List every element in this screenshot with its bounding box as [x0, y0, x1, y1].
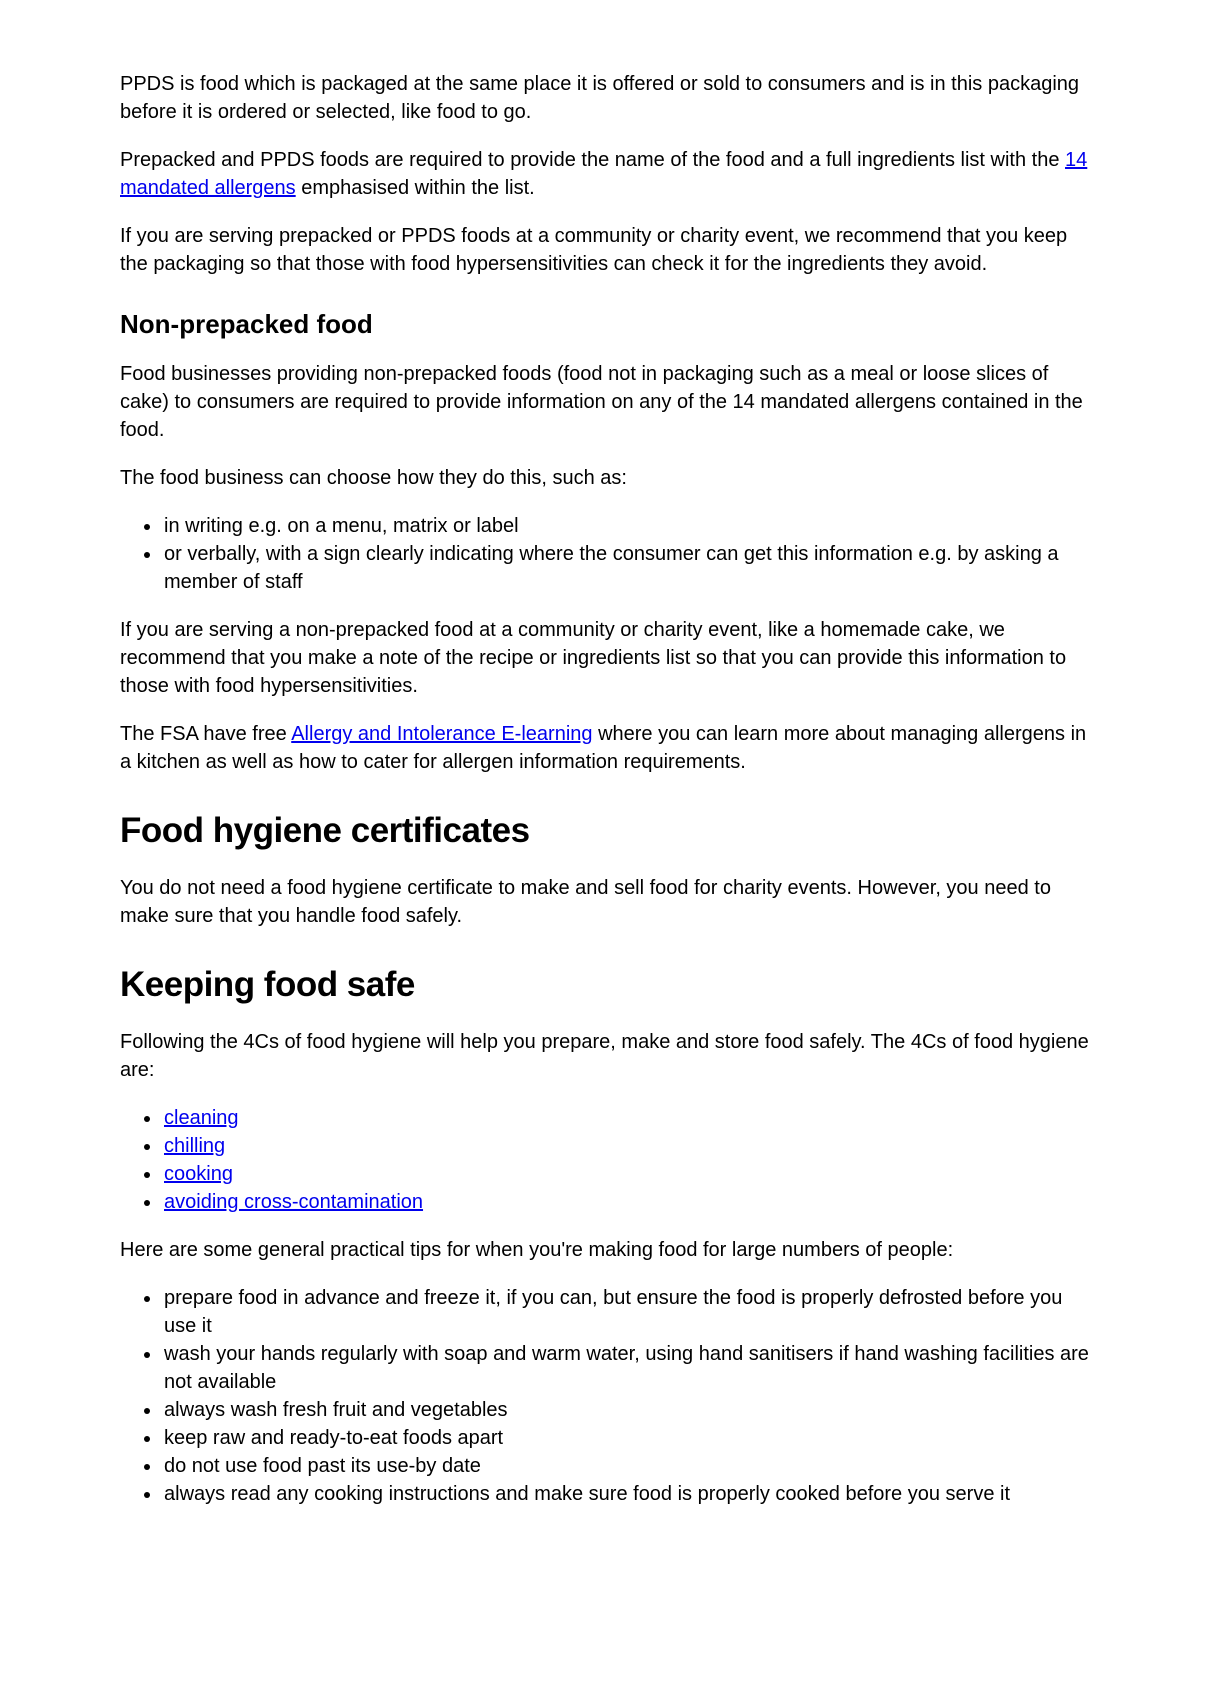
paragraph-practical-tips-intro: Here are some general practical tips for when you're making food for large numbers of people:: [120, 1239, 954, 1261]
list-item: • in writing e.g. on a menu, matrix or label: [162, 512, 1090, 540]
paragraph-prepacked-requirements: [120, 146, 1090, 202]
list-item: • keep raw and ready-to-eat foods apart: [162, 1424, 1090, 1452]
prepacked-text-prefix: Prepacked and PPDS foods are required to provide the name of the food and a full ingredients list with the: [120, 149, 1066, 171]
list-item: • do not use food past its use-by date: [162, 1452, 1090, 1480]
avoiding-cross-contamination-link[interactable]: avoiding cross-contamination: [164, 1191, 424, 1213]
fsa-text-prefix: The FSA have free: [120, 723, 292, 745]
list-item: • prepare food in advance and freeze it, if you can, but ensure the food is properly defrosted before you use it: [162, 1284, 1090, 1340]
list-item: [162, 1160, 1090, 1188]
list-item: • or verbally, with a sign clearly indicating where the consumer can get this information e.g. by asking a member of staff: [162, 540, 1090, 596]
list-item: [162, 1132, 1090, 1160]
paragraph-serving-prepacked: If you are serving prepacked or PPDS foods at a community or charity event, we recommend that you keep the packaging so that those with food hypersensitivities can check it for the ingredients they avoid.: [120, 225, 1068, 275]
heading-keeping-food-safe: Keeping food safe: [120, 965, 415, 1004]
list-four-cs: [120, 1104, 1090, 1216]
list-item: [162, 1104, 1090, 1132]
paragraph-serving-non-prepacked: If you are serving a non-prepacked food at a community or charity event, like a homemade cake, we recommend that you make a note of the recipe or ingredients list so that you can provide this information to those with food hypersensitivities.: [120, 619, 1067, 697]
list-info-methods: [120, 512, 1090, 596]
paragraph-fsa-elearning: [120, 720, 1090, 776]
allergy-elearning-link[interactable]: Allergy and Intolerance E-learning: [291, 723, 593, 745]
list-item: [162, 1188, 1090, 1216]
fsa-text-suffix: where you can learn more about managing allergens in a kitchen as well as how to cater for allergen information requirements.: [120, 723, 1087, 773]
prepacked-text-suffix: emphasised within the list.: [295, 177, 535, 199]
list-item: • always wash fresh fruit and vegetables: [162, 1396, 1090, 1424]
heading-food-hygiene-certificates: Food hygiene certificates: [120, 811, 530, 850]
list-item: • wash your hands regularly with soap and warm water, using hand sanitisers if hand washing facilities are not available: [162, 1340, 1090, 1396]
mandated-allergens-link[interactable]: 14 mandated allergens: [120, 149, 1088, 199]
paragraph-non-prepacked-info: Food businesses providing non-prepacked foods (food not in packaging such as a meal or loose slices of cake) to consumers are required to provide information on any of the 14 mandated allergens contained in the food.: [120, 363, 1083, 441]
paragraph-ppds-definition: PPDS is food which is packaged at the same place it is offered or sold to consumers and is in this packaging before it is ordered or selected, like food to go.: [120, 73, 1080, 123]
cooking-link[interactable]: cooking: [164, 1163, 233, 1185]
chilling-link[interactable]: chilling: [164, 1135, 226, 1157]
list-practical-tips: [120, 1284, 1090, 1508]
heading-non-prepacked-food: Non-prepacked food: [120, 309, 373, 339]
paragraph-four-cs-intro: Following the 4Cs of food hygiene will help you prepare, make and store food safely. The 4Cs of food hygiene are:: [120, 1031, 1089, 1081]
cleaning-link[interactable]: cleaning: [164, 1107, 239, 1129]
paragraph-hygiene-certificate: You do not need a food hygiene certificate to make and sell food for charity events. However, you need to make sure that you handle food safely.: [120, 877, 1051, 927]
paragraph-choose-how: The food business can choose how they do this, such as:: [120, 467, 627, 489]
list-item: • always read any cooking instructions and make sure food is properly cooked before you serve it: [162, 1480, 1090, 1508]
